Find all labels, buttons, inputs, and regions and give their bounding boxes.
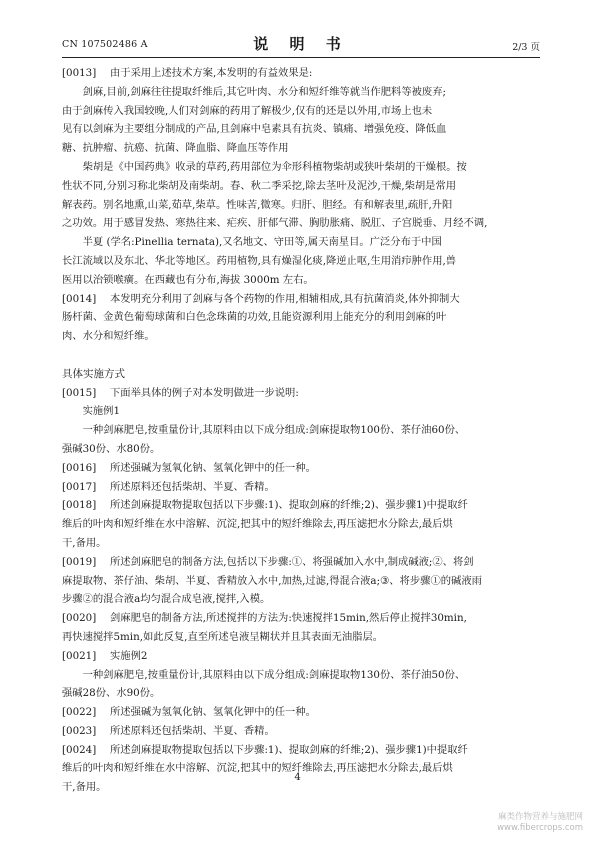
paragraph-text: 强碱30份、水80份。 [62,442,161,455]
paragraph-text: 所述强碱为氢氧化钠、氢氧化钾中的任一种。 [110,461,316,474]
paragraph-text: 干,备用。 [62,536,107,549]
paragraph-text: 所述原料还包括柴胡、半夏、香精。 [110,480,275,493]
watermark-url: www.fibercrops.com [497,823,583,833]
page-of: 2/3 页 [512,42,540,53]
paragraph-number: [0014] [62,292,97,305]
paragraph-line [62,327,540,346]
paragraph-line [62,440,540,459]
watermark-site-name: 麻类作物营养与施肥网 [497,812,583,822]
paragraph-text: 所述剑麻提取物提取包括以下步骤:1)、提取剑麻的纤维;2)、强步骤1)中提取纤 [110,743,468,756]
paragraph-line [62,684,540,703]
paragraph-line [62,703,540,722]
paragraph-text: 柴胡是《中国药典》收录的草药,药用部位为伞形科植物柴胡或狭叶柴胡的干燥根。按 [82,160,467,173]
paragraph-text: 剑麻,目前,剑麻往往提取纤维后,其它叶肉、水分和短纤维等就当作肥料等被废弃; [82,85,446,98]
paragraph-line [62,233,540,252]
paragraph-number: [0018] [62,499,97,512]
paragraph-number: [0017] [62,480,97,493]
paragraph-number: [0023] [62,724,97,737]
paragraph-text: 所述剑麻提取物提取包括以下步骤:1)、提取剑麻的纤维;2)、强步骤1)中提取纤 [110,499,468,512]
paragraph-text: 一种剑麻肥皂,按重量份计,其原料由以下成分组成:剑麻提取物100份、茶仔油60份、 [82,424,466,437]
page-number: 4 [294,772,301,783]
patent-number: CN 107502486 A [62,39,148,50]
paragraph-number: [0021] [62,649,97,662]
paragraph-line [62,252,540,271]
paragraph-text: 半夏 (学名:Pinellia ternata),又名地文、守田等,属天南星目。广泛分布于中国 [82,236,442,249]
paragraph-line [62,459,540,478]
paragraph-line [62,666,540,685]
paragraph-line [62,177,540,196]
paragraph-line [62,196,540,215]
paragraph-number: [0015] [62,386,97,399]
paragraph-text: 见有以剑麻为主要组分制成的产品,且剑麻中皂素具有抗炎、镇痛、增强免疫、降低血 [62,123,447,136]
section-heading: 具体实施方式 [62,367,125,380]
watermark [497,812,583,834]
paragraph-number: [0020] [62,612,97,625]
paragraph-text: 维后的叶肉和短纤维在水中溶解、沉淀,把其中的短纤维除去,再压滤把水分除去,最后烘 [62,518,453,531]
paragraph-number: [0013] [62,67,97,79]
paragraph-text: 一种剑麻肥皂,按重量份计,其原料由以下成分组成:剑麻提取物130份、茶仔油50份、 [82,668,466,681]
paragraph-text: 所述剑麻肥皂的制备方法,包括以下步骤:①、将强碱加入水中,制成碱液;②、将剑 [110,555,474,568]
paragraph-line [62,158,540,177]
paragraph-line [62,553,540,572]
paragraph-text: 实施例1 [82,405,121,418]
paragraph-text: 医用以治锁喉癀。在西藏也有分布,海拔 3000m 左右。 [62,273,314,286]
paragraph-line [62,214,540,233]
paragraph-text: 所述强碱为氢氧化钠、氢氧化钾中的任一种。 [110,706,316,719]
paragraph-line [62,83,540,102]
paragraph-text: 糖、抗肿瘤、抗癌、抗菌、降血脂、降血压等作用 [62,142,289,155]
paragraph-line [62,534,540,553]
paragraph-line [62,741,540,760]
paragraph-line [62,120,540,139]
paragraph-line [62,102,540,121]
paragraph-text: 本发明充分利用了剑麻与各个药物的作用,相辅相成,具有抗菌消炎,体外抑制大 [110,292,460,305]
paragraph-number: [0016] [62,461,97,474]
paragraph-line [62,722,540,741]
paragraph-text: 肉、水分和短纤维。 [62,330,155,343]
paragraph-line [62,384,540,403]
paragraph-text: 实施例2 [110,649,148,662]
paragraph-line [62,590,540,609]
paragraph-line [62,572,540,591]
paragraph-text: 解表药。别名地熏,山菜,茹草,柴草。性味苦,微寒。归肝、胆经。有和解表里,疏肝,升阳 [62,198,453,211]
paragraph-text: 肠杆菌、金黄色葡萄球菌和白色念珠菌的功效,且能资源利用上能充分的利用剑麻的叶 [62,311,447,324]
paragraph-line [62,421,540,440]
paragraph-line [62,64,540,83]
section-gap [62,346,540,365]
paragraph-line [62,647,540,666]
paragraph-text: 强碱28份、水90份。 [62,687,161,700]
paragraph-text: 所述原料还包括柴胡、半夏、香精。 [110,724,275,737]
paragraph-line [62,609,540,628]
paragraph-text: 麻提取物、茶仔油、柴胡、半夏、香精放入水中,加热,过滤,得混合液a;③、将步骤①的碱液雨 [62,574,482,587]
paragraph-number: [0022] [62,706,97,719]
paragraph-text: 下面举具体的例子对本发明做进一步说明: [110,386,299,399]
paragraph-text: 由于采用上述技术方案,本发明的有益效果是: [110,67,313,79]
document-title: 说 明 书 [253,35,349,53]
paragraph-text: 之功效。用于感冒发热、寒热往来、疟疾、肝郁气滞、胸肋胀痛、脱肛、子宫脱垂、月经不调, [62,217,488,230]
paragraph-line [62,139,540,158]
paragraph-line [62,478,540,497]
paragraph-line [62,290,540,309]
paragraph-line [62,402,540,421]
page-header [62,33,540,55]
paragraph-text: 性状不同,分别习称北柴胡及南柴胡。春、秋二季采挖,除去茎叶及泥沙,干燥,柴胡是常用 [62,179,457,192]
paragraph-text: 长江流域以及东北、华北等地区。药用植物,具有燥湿化痰,降逆止呕,生用消疖肿作用,兽 [62,254,457,267]
paragraph-text: 维后的叶肉和短纤维在水中溶解、沉淀,把其中的短纤维除去,再压滤把水分除去,最后烘 [62,762,453,775]
paragraph-text: 再快速搅拌5min,如此反复,直至所述皂液呈糊状并且其表面无油脂层。 [62,630,384,643]
paragraph-line [62,308,540,327]
paragraph-line [62,628,540,647]
paragraph-number: [0024] [62,743,97,756]
paragraph-line [62,496,540,515]
document-body [62,64,540,797]
paragraph-text: 剑麻肥皂的制备方法,所述搅拌的方法为:快速搅拌15min,然后停止搅拌30min, [110,612,467,625]
paragraph-line [62,271,540,290]
header-divider [62,57,540,58]
paragraph-number: [0019] [62,555,97,568]
paragraph-text: 由于剑麻传入我国较晚,人们对剑麻的药用了解极少,仅有的还是以外用,市场上也未 [62,104,433,117]
paragraph-text: 干,备用。 [62,781,107,794]
paragraph-text: 步骤②的混合液a均匀混合成皂液,搅拌,入模。 [62,593,271,606]
paragraph-line [62,515,540,534]
